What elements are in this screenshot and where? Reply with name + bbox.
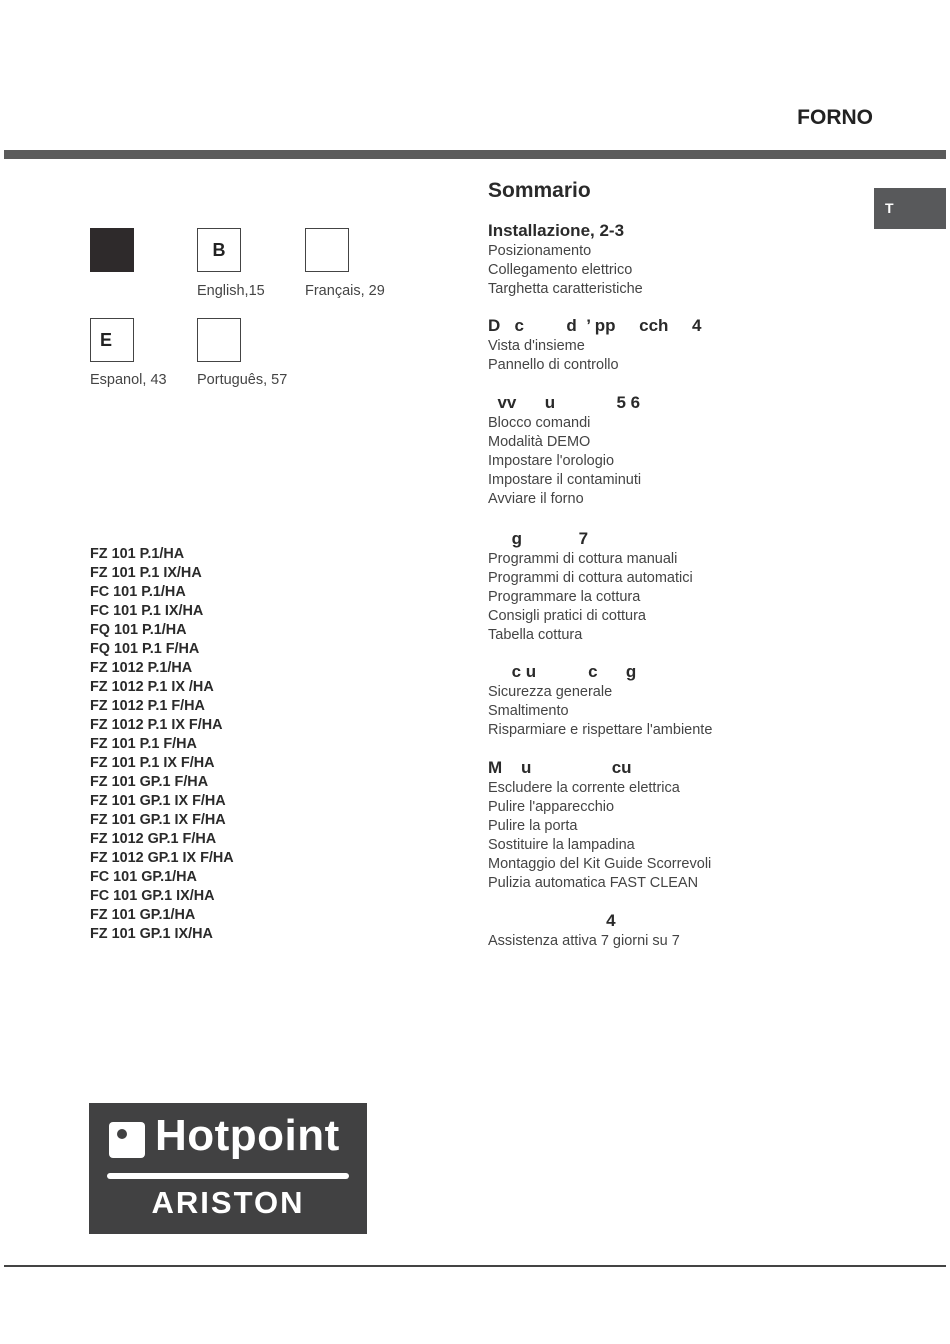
toc-item: Pannello di controllo <box>488 357 619 373</box>
toc-item: Sostituire la lampadina <box>488 837 635 853</box>
model-item: FZ 1012 P.1 IX /HA <box>90 679 214 696</box>
model-item: FZ 1012 GP.1 IX F/HA <box>90 850 234 867</box>
flag-spanish <box>90 318 134 362</box>
toc-item: Vista d'insieme <box>488 338 585 354</box>
toc-item: Sicurezza generale <box>488 684 613 700</box>
toc-section-heading: Installazione, 2-3 <box>488 221 625 240</box>
toc-item: Consigli pratici di cottura <box>488 608 646 624</box>
toc-item: Programmare la cottura <box>488 589 641 605</box>
toc-item: Assistenza attiva 7 giorni su 7 <box>488 933 680 949</box>
logo-brand-bottom: ARISTON <box>151 1185 305 1220</box>
flag-code: B <box>212 240 226 260</box>
toc-item: Targhetta caratteristiche <box>488 281 643 297</box>
toc-item: Avviare il forno <box>488 491 584 507</box>
toc-section-heading: vv u 5 6 <box>488 393 641 412</box>
language-label-english: English,15 <box>197 283 265 299</box>
toc-item: Risparmiare e rispettare l'ambiente <box>488 722 713 738</box>
model-item: FC 101 P.1 IX/HA <box>90 603 204 620</box>
language-label-french: Français, 29 <box>305 283 385 299</box>
toc-item: Blocco comandi <box>488 415 591 431</box>
model-item: FZ 101 GP.1 F/HA <box>90 774 209 791</box>
logo-mark-icon <box>109 1122 145 1158</box>
toc-section <box>488 661 868 740</box>
flag-code: E <box>100 330 113 350</box>
hotpoint-ariston-logo <box>89 1103 367 1234</box>
toc-section <box>488 315 868 375</box>
language-label-spanish: Espanol, 43 <box>90 372 167 388</box>
toc-section <box>488 910 868 951</box>
toc-section-heading: c u c g <box>488 662 637 681</box>
model-item: FC 101 GP.1 IX/HA <box>90 888 215 905</box>
header-divider <box>4 150 946 159</box>
model-item: FZ 101 GP.1 IX/HA <box>90 926 213 943</box>
model-item: FZ 101 GP.1 IX F/HA <box>90 793 226 810</box>
model-list <box>90 545 234 944</box>
model-item: FZ 101 P.1 IX F/HA <box>90 755 215 772</box>
flag-english <box>197 228 241 272</box>
toc-section-heading: g 7 <box>488 529 589 548</box>
table-of-contents <box>488 178 868 951</box>
toc-section-heading: M u cu <box>488 758 632 777</box>
toc-item: Modalità DEMO <box>488 434 591 450</box>
toc-item: Smaltimento <box>488 703 569 719</box>
model-item: FZ 1012 GP.1 F/HA <box>90 831 217 848</box>
model-item: FZ 101 GP.1 IX F/HA <box>90 812 226 829</box>
logo-brand-top: Hotpoint <box>155 1111 340 1160</box>
flag-french <box>305 228 349 272</box>
model-item: FZ 1012 P.1/HA <box>90 660 193 677</box>
toc-item: Programmi di cottura manuali <box>488 551 678 567</box>
model-item: FZ 101 P.1/HA <box>90 546 185 562</box>
model-item: FZ 101 GP.1/HA <box>90 907 196 924</box>
toc-item: Escludere la corrente elettrica <box>488 780 680 796</box>
flag-portuguese <box>197 318 241 362</box>
toc-section <box>488 528 868 645</box>
page-title: FORNO <box>797 106 873 129</box>
toc-item: Tabella cottura <box>488 627 583 643</box>
toc-item: Impostare il contaminuti <box>488 472 642 488</box>
toc-item: Pulire la porta <box>488 818 578 834</box>
model-item: FQ 101 P.1/HA <box>90 622 187 639</box>
toc-section-heading: 4 <box>488 911 616 930</box>
model-item: FC 101 P.1/HA <box>90 584 186 601</box>
language-label-portuguese: Português, 57 <box>197 372 288 388</box>
toc-item: Posizionamento <box>488 243 592 259</box>
toc-item: Pulizia automatica FAST CLEAN <box>488 875 699 891</box>
flag-italian <box>90 228 134 272</box>
language-tab: T <box>874 188 946 229</box>
toc-section <box>488 757 868 893</box>
footer-divider <box>4 1265 946 1267</box>
logo-divider <box>107 1173 349 1179</box>
toc-section <box>488 220 868 299</box>
model-item: FZ 101 P.1 IX/HA <box>90 565 202 582</box>
model-item: FZ 101 P.1 F/HA <box>90 736 197 753</box>
model-item: FZ 1012 P.1 IX F/HA <box>90 717 223 734</box>
toc-section <box>488 392 868 509</box>
model-item: FC 101 GP.1/HA <box>90 869 197 886</box>
toc-item: Collegamento elettrico <box>488 262 633 278</box>
toc-section-heading: D c d ’ pp cch 4 <box>488 316 702 335</box>
toc-item: Programmi di cottura automatici <box>488 570 693 586</box>
toc-title: Sommario <box>488 179 591 202</box>
model-item: FZ 1012 P.1 F/HA <box>90 698 205 715</box>
toc-item: Pulire l'apparecchio <box>488 799 615 815</box>
model-item: FQ 101 P.1 F/HA <box>90 641 200 658</box>
toc-item: Impostare l'orologio <box>488 453 615 469</box>
toc-item: Montaggio del Kit Guide Scorrevoli <box>488 856 712 872</box>
